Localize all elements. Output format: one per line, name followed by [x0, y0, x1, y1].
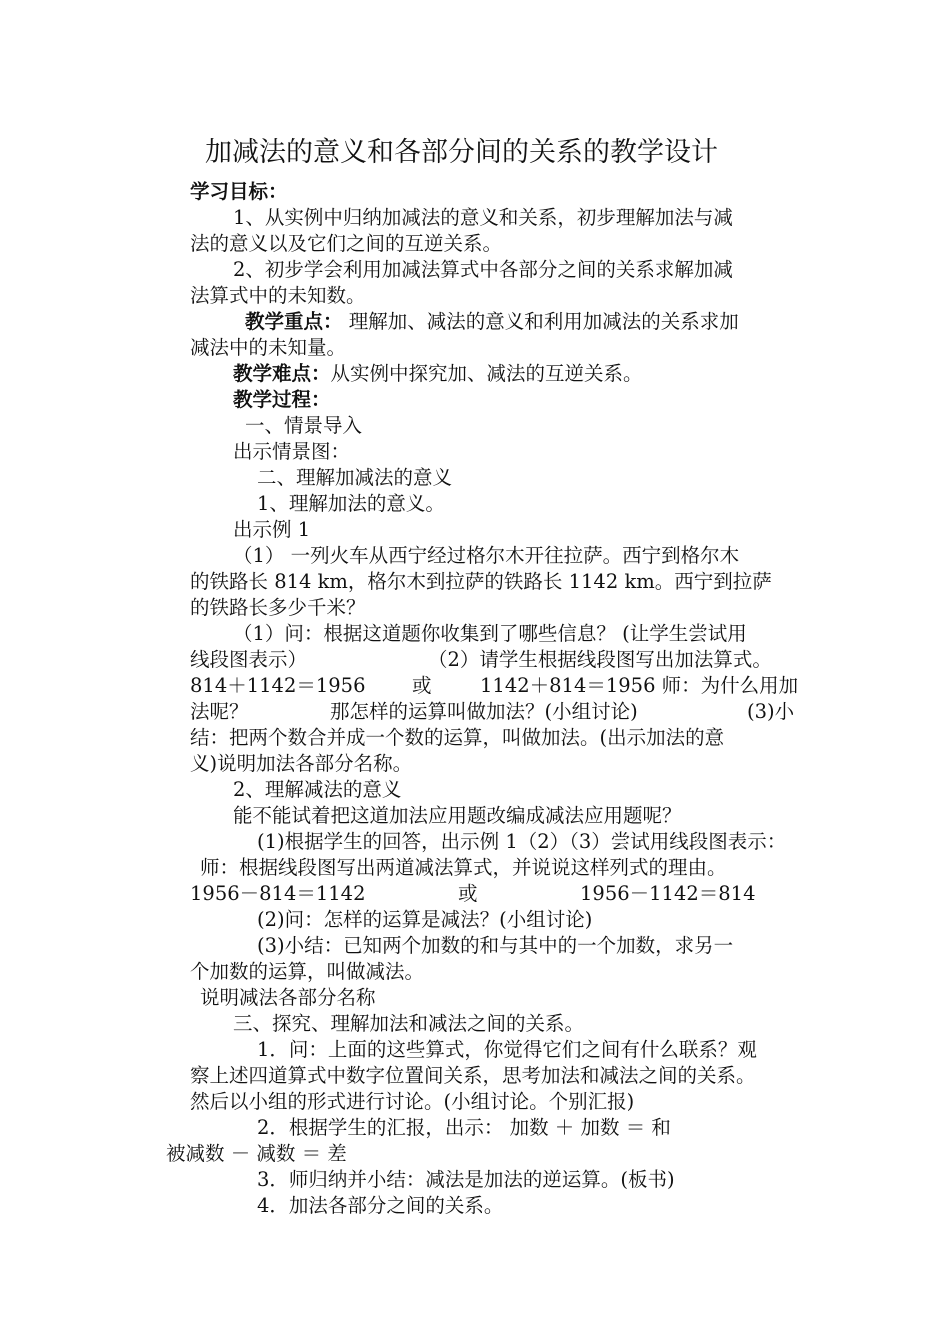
- addition-equation-1: 814＋1142＝1956: [190, 674, 366, 697]
- addition-equation-line: [190, 673, 810, 699]
- question-1-line-3: 的铁路长多少千米？: [190, 596, 366, 619]
- subtraction-names: 说明减法各部分名称: [200, 986, 376, 1009]
- section-3-point-1-line-3: 然后以小组的形式进行讨论。(小组讨论。个别汇报): [190, 1090, 635, 1113]
- objectives-heading: 学习目标：: [190, 180, 288, 203]
- addition-summary-line-2: 义)说明加法各部分名称。: [190, 752, 413, 775]
- why-line-part-3: (3)小: [747, 700, 795, 723]
- section-2-heading: 二、理解加减法的意义: [257, 466, 453, 489]
- process-heading: 教学过程：: [233, 388, 331, 411]
- key-point-text: 理解加、减法的意义和利用加减法的关系求加: [342, 310, 739, 333]
- section-3-heading: 三、探究、理解加法和减法之间的关系。: [233, 1012, 585, 1035]
- objective-1-line-2: 法的意义以及它们之间的互逆关系。: [190, 232, 503, 255]
- why-line: [190, 699, 810, 725]
- section-3-point-1-line-1: 1．问：上面的这些算式，你觉得它们之间有什么联系？观: [257, 1038, 757, 1061]
- section-2-sub-2: 2、理解减法的意义: [233, 778, 402, 801]
- section-3-point-3: 3．师归纳并小结：减法是加法的逆运算。(板书): [257, 1168, 675, 1191]
- question-1-line-2: 的铁路长 814 km，格尔木到拉萨的铁路长 1142 km。西宁到拉萨: [190, 570, 772, 593]
- subtraction-summary-line-1: (3)小结：已知两个加数的和与其中的一个加数，求另一: [257, 934, 734, 957]
- addition-equation-2: 1142＋814＝1956 师：为什么用加: [480, 674, 799, 697]
- sub-2-step-2: 师：根据线段图写出两道减法算式，并说说这样列式的理由。: [200, 856, 727, 879]
- objective-1-line-1: 1、从实例中归纳加减法的意义和关系，初步理解加法与减: [233, 206, 733, 229]
- section-3-point-2-line-2: 被减数 － 减数 ＝ 差: [166, 1142, 347, 1165]
- key-point-line-1: [245, 309, 739, 335]
- ask-line-1: （1）问：根据这道题你收集到了哪些信息？ (让学生尝试用: [233, 622, 747, 645]
- subtraction-summary-line-2: 个加数的运算，叫做减法。: [190, 960, 425, 983]
- objective-2-line-1: 2、初步学会利用加减法算式中各部分之间的关系求解加减: [233, 258, 733, 281]
- ask-line-2-part-1: 线段图表示）: [190, 648, 308, 671]
- key-point-label: 教学重点：: [245, 310, 343, 333]
- subtraction-equation-line: [190, 881, 810, 907]
- section-2-sub-1: 1、理解加法的意义。: [257, 492, 445, 515]
- why-line-part-2: 那怎样的运算叫做加法？(小组讨论): [330, 700, 638, 723]
- sub-2-question: 能不能试着把这道加法应用题改编成减法应用题呢？: [233, 804, 682, 827]
- section-3-point-4: 4．加法各部分之间的关系。: [257, 1194, 504, 1217]
- difficulty-text: 从实例中探究加、减法的互逆关系。: [330, 362, 643, 385]
- subtraction-equation-2: 1956－1142＝814: [580, 882, 756, 905]
- section-3-point-1-line-2: 察上述四道算式中数字位置间关系，思考加法和减法之间的关系。: [190, 1064, 756, 1087]
- difficulty-label: 教学难点：: [233, 362, 331, 385]
- sub-2-ask: (2)问：怎样的运算是减法？(小组讨论): [257, 908, 593, 931]
- why-line-part-1: 法呢？: [190, 700, 249, 723]
- section-3-point-2-line-1: 2．根据学生的汇报，出示： 加数 ＋ 加数 ＝ 和: [257, 1116, 671, 1139]
- example-label: 出示例 1: [233, 518, 311, 541]
- subtraction-equation-or: 或: [458, 882, 478, 905]
- key-point-line-2: 减法中的未知量。: [190, 336, 347, 359]
- document-title: 加减法的意义和各部分间的关系的教学设计: [205, 137, 718, 168]
- difficulty-line: [233, 361, 643, 387]
- ask-line-2: [190, 647, 810, 673]
- subtraction-equation-1: 1956－814＝1142: [190, 882, 366, 905]
- addition-equation-or: 或: [412, 674, 432, 697]
- section-1-heading: 一、情景导入: [245, 414, 363, 437]
- ask-line-2-part-2: （2）请学生根据线段图写出加法算式。: [428, 648, 772, 671]
- objective-2-line-2: 法算式中的未知数。: [190, 284, 366, 307]
- section-1-line: 出示情景图：: [233, 440, 351, 463]
- addition-summary-line-1: 结：把两个数合并成一个数的运算，叫做加法。(出示加法的意: [190, 726, 725, 749]
- question-1-line-1: （1） 一列火车从西宁经过格尔木开往拉萨。西宁到格尔木: [233, 544, 740, 567]
- sub-2-step-1: (1)根据学生的回答，出示例 1（2）（3）尝试用线段图表示：: [257, 830, 787, 853]
